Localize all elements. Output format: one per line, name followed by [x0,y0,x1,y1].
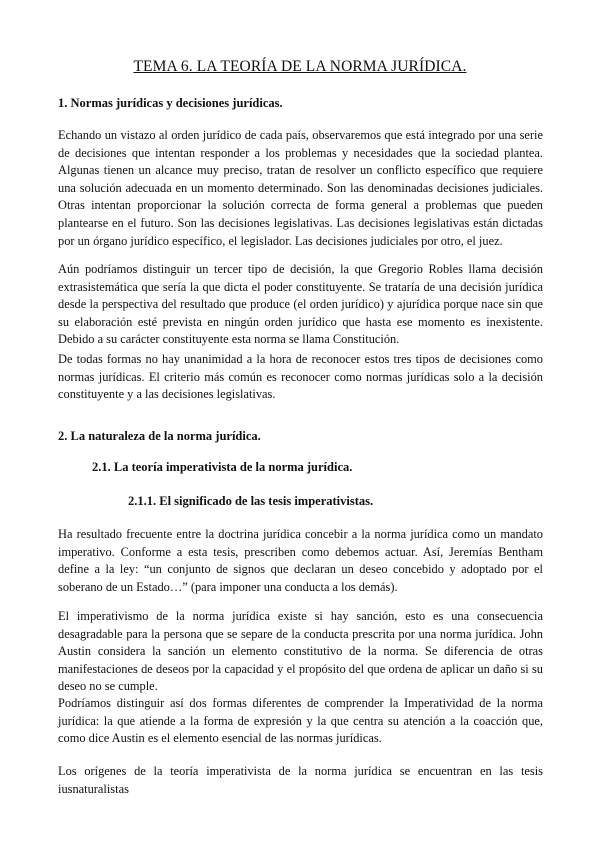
section-1-heading: 1. Normas jurídicas y decisiones jurídicas. [58,96,283,110]
section-2-heading: 2. La naturaleza de la norma jurídica. [58,429,261,443]
paragraph-5: El imperativismo de la norma jurídica existe si hay sanción, esto es una consecuencia desagradable para la persona que se separe de la conducta prescrita por una norma jurídica. John Austin considera la sanción un elemento constitutivo de la norma. Se diferencia de otras manifestaciones de deseos por la capacidad y el propósito del que ordena de aplicar un daño si su deseo no se cumple. [58,609,543,694]
document-title: TEMA 6. LA TEORÍA DE LA NORMA JURÍDICA. [133,58,467,75]
section-2-1-1-heading: 2.1.1. El significado de las tesis imperativistas. [128,494,374,508]
paragraph-6: Podríamos distinguir así dos formas diferentes de comprender la Imperatividad de la norma jurídica: la que atiende a la forma de expresión y la que centra su atención a la coacción que, como dice Austin es el elemento esencial de las normas jurídicas. [58,696,543,746]
paragraph-4: Ha resultado frecuente entre la doctrina jurídica concebir a la norma jurídica como un mandato imperativo. Conforme a esta tesis, prescriben como debemos actuar. Así, Jeremías Bentham define a la ley: “un conjunto de signos que declaran un deseo concebido y adoptado por el soberano de un Estado…” (para imponer una conducta a los demás). [58,527,543,594]
paragraph-2: Aún podríamos distinguir un tercer tipo de decisión, la que Gregorio Robles llama decisión extrasistemática que sería la que dicta el poder constituyente. Se trataría de una decisión jurídica desde la perspectiva del resultado que produce (el orden jurídico) y ajurídica porque nace sin que su elaboración esté prevista en ningún orden jurídico que hasta ese momento es inexistente. Debido a su carácter constituyente esta norma se llama Constitución. [58,262,543,347]
paragraph-1: Echando un vistazo al orden jurídico de cada país, observaremos que está integrado por una serie de decisiones que intentan responder a los problemas y necesidades que la sociedad plantea. Algunas tienen un alcance muy preciso, tratan de resolver un conflicto específico que requiere una solución adecuada en un momento determinado. Son las denominadas decisiones judiciales. Otras intentan proporcionar la solución correcta de forma general a problemas que pueden plantearse en el futuro. Son las decisiones legislativas. Las decisiones legislativas están dictadas por un órgano jurídico específico, el legislador. Las decisiones judiciales por otro, el juez. [58,128,543,248]
section-2-1-heading: 2.1. La teoría imperativista de la norma jurídica. [92,460,353,474]
paragraph-3: De todas formas no hay unanimidad a la hora de reconocer estos tres tipos de decisiones como normas jurídicas. El criterio más común es reconocer como normas jurídicas solo a la decisión constituyente y a las decisiones legislativas. [58,352,543,402]
paragraph-7: Los orígenes de la teoría imperativista de la norma jurídica se encuentran en las tesis iusnaturalistas [58,764,543,796]
